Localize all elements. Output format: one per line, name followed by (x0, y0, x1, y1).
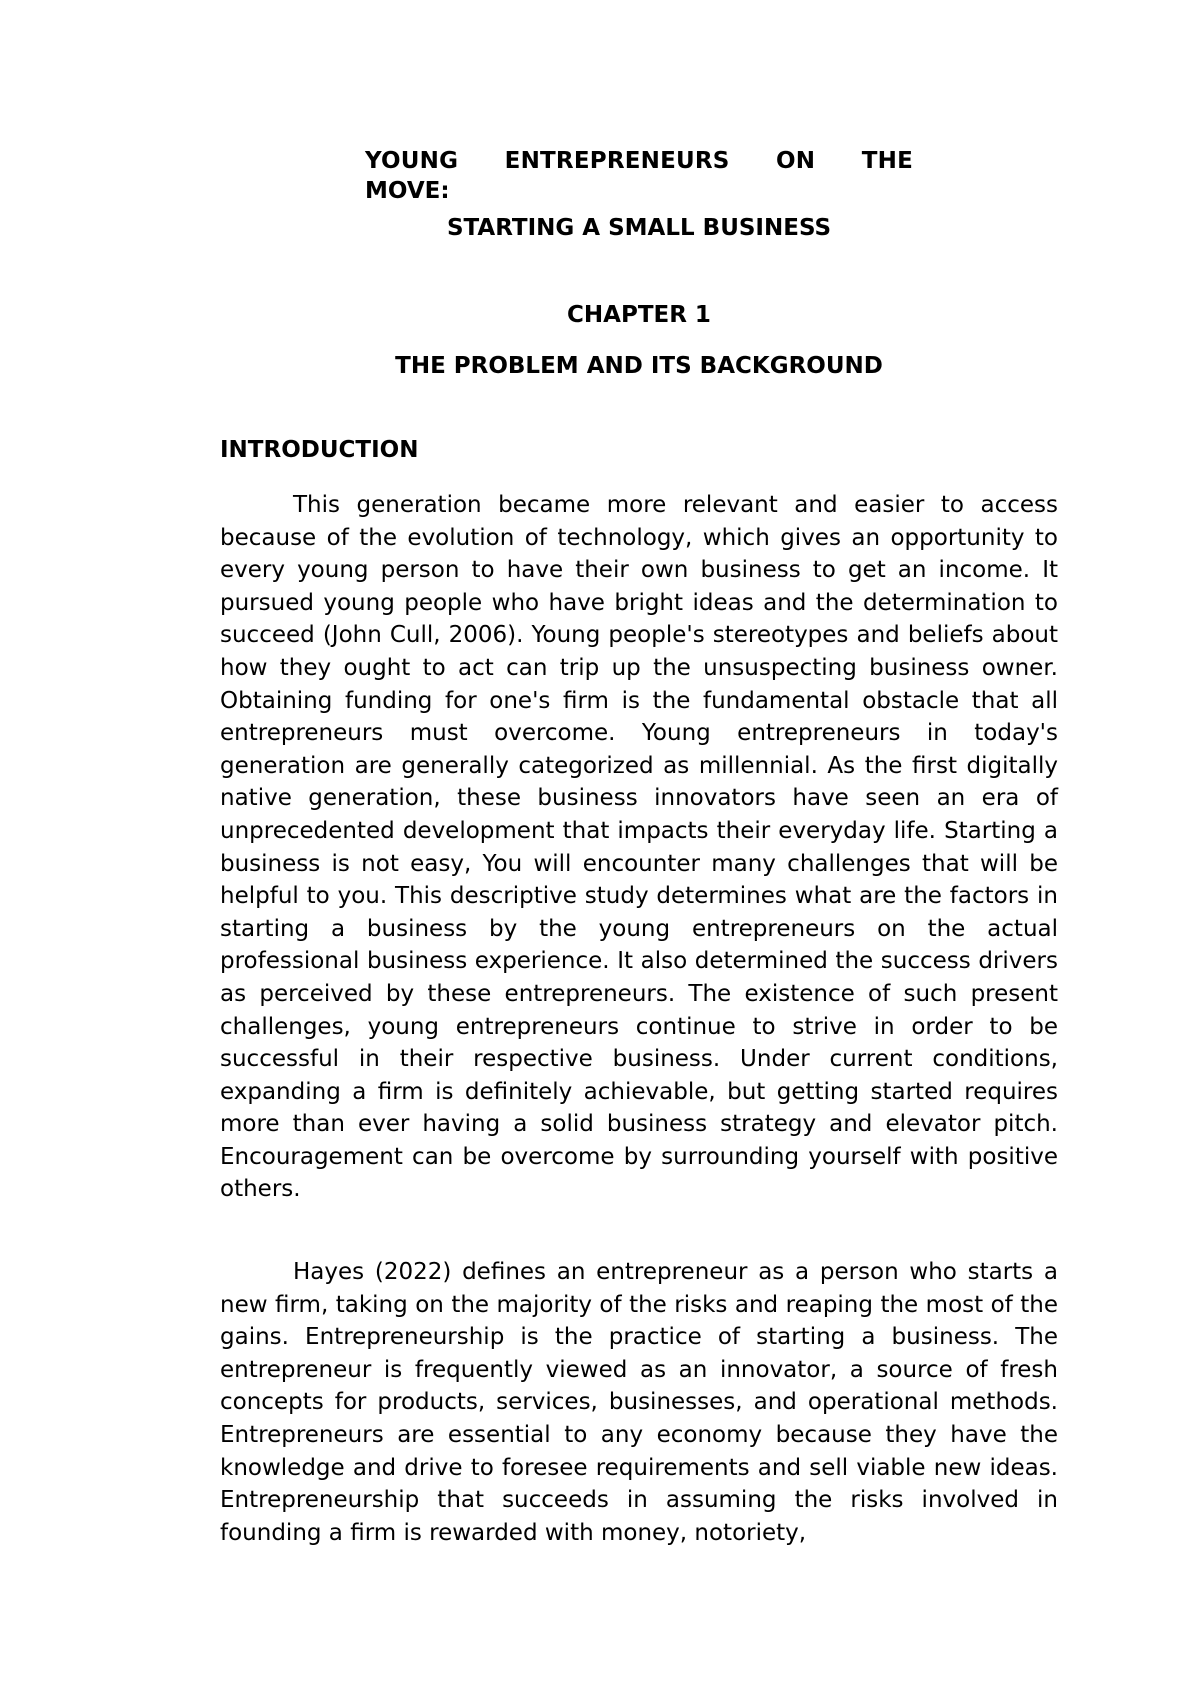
paragraph-1: This generation became more relevant and easier to access because of the evolution of technology, which gives an opportunity to every young person to have their own business to get an income. It pursued young people who have bright ideas and the determination to succeed (John Cull, 2006). Young people's stereotypes and beliefs about how they ought to act can trip up the unsuspecting business owner. Obtaining funding for one's firm is the fundamental obstacle that all entrepreneurs must overcome. Young entrepreneurs in today's generation are generally categorized as millennial. As the first digitally native generation, these business innovators have seen an era of unprecedented development that impacts their everyday life. Starting a business is not easy, You will encounter many challenges that will be helpful to you. This descriptive study determines what are the factors in starting a business by the young entrepreneurs on the actual professional business experience. It also determined the success drivers as perceived by these entrepreneurs. The existence of such present challenges, young entrepreneurs continue to strive in order to be successful in their respective business. Under current conditions, expanding a firm is definitely achievable, but getting started requires more than ever having a solid business strategy and elevator pitch. Encouragement can be overcome by surrounding yourself with positive others. (220, 492, 1058, 1203)
chapter-number: CHAPTER 1 (567, 302, 711, 328)
title-line-2: MOVE: (365, 178, 450, 204)
document-title (365, 146, 913, 206)
title-line-1: YOUNG ENTREPRENEURS ON THE (365, 148, 913, 174)
document-subtitle: STARTING A SMALL BUSINESS (446, 215, 832, 241)
paragraph-2: Hayes (2022) defines an entrepreneur as a person who starts a new firm, taking on the majority of the risks and reaping the most of the gains. Entrepreneurship is the practice of starting a business. The entrepreneur is frequently viewed as an innovator, a source of fresh concepts for products, services, businesses, and operational methods. Entrepreneurs are essential to any economy because they have the knowledge and drive to foresee requirements and sell viable new ideas. Entrepreneurship that succeeds in assuming the risks involved in founding a firm is rewarded with money, notoriety, (220, 1259, 1058, 1546)
chapter-title: THE PROBLEM AND ITS BACKGROUND (395, 353, 883, 379)
section-heading-introduction: INTRODUCTION (220, 437, 419, 463)
